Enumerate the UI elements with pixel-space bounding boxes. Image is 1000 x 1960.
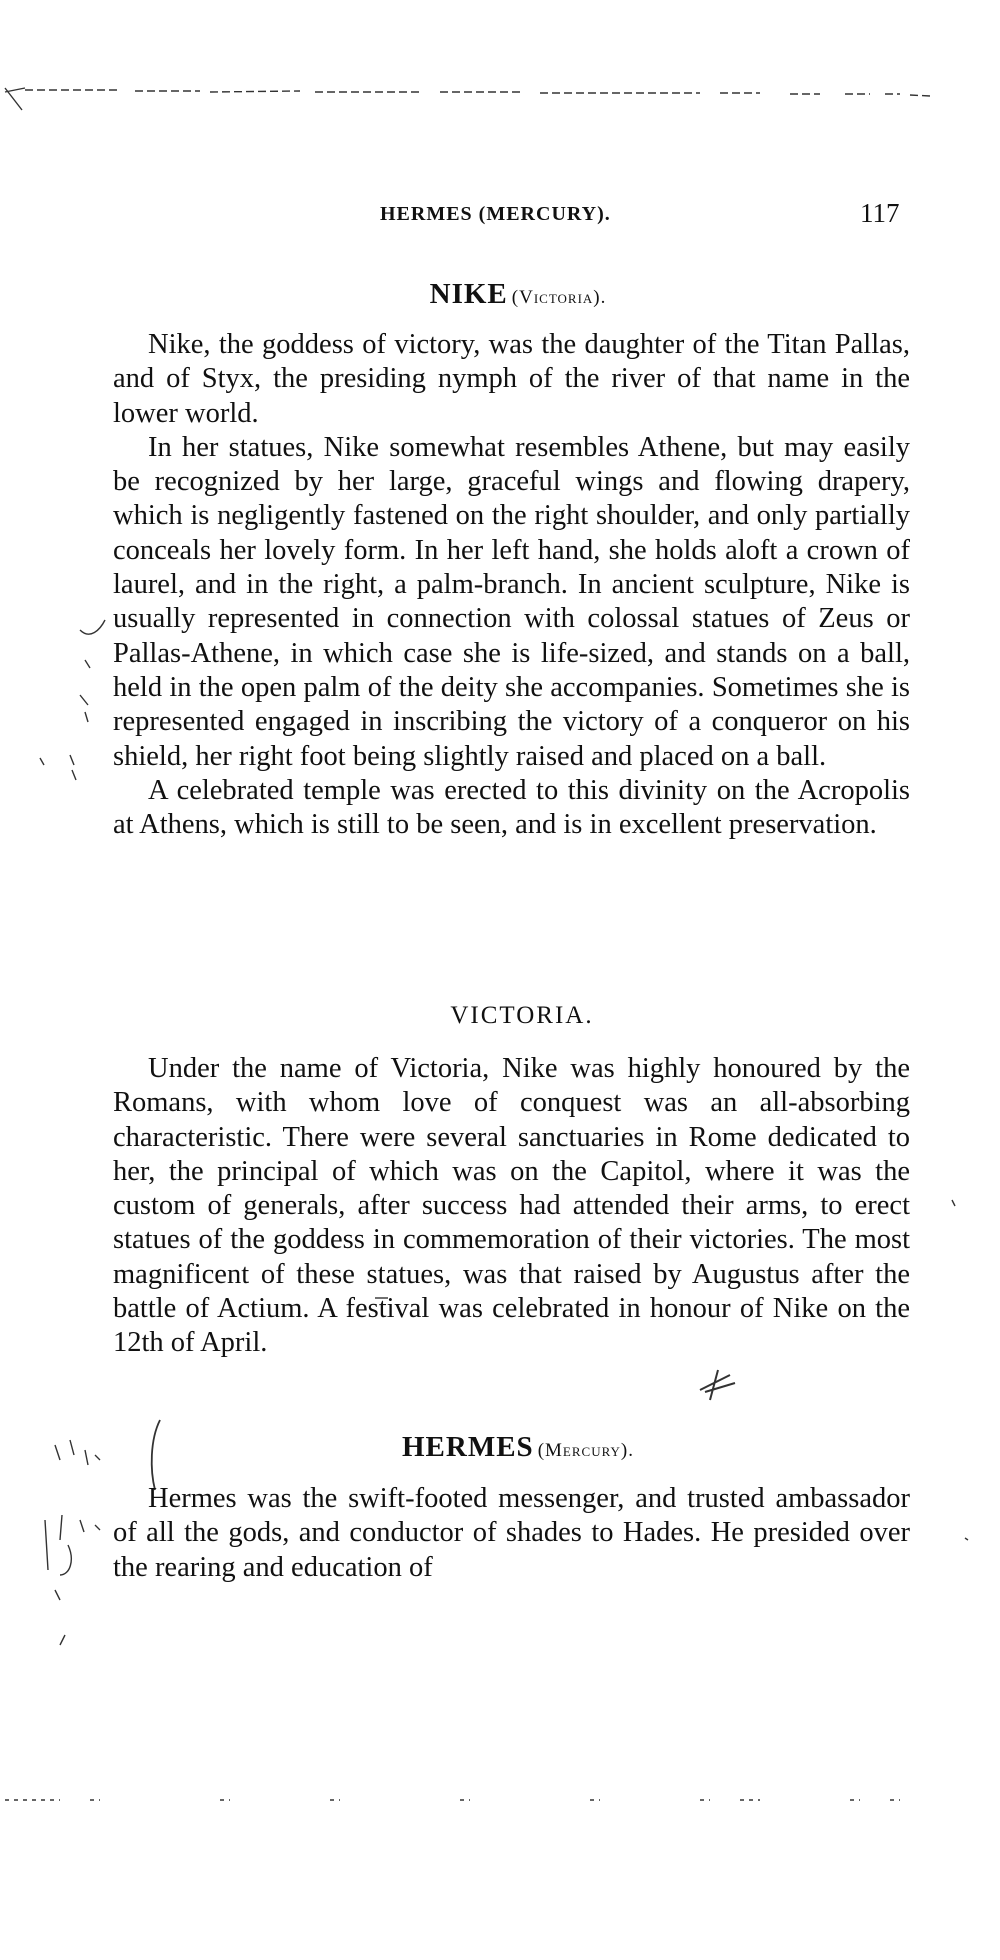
section-body-nike [113, 328, 910, 842]
section-title: NIKE [429, 278, 508, 310]
paragraph: In her statues, Nike somewhat resembles Athene, but may easily be recognized by her large, graceful wings and flowing drapery, which is negligently fastened on the right shoulder, and only partially conceals her lovely form. In her left hand, she holds aloft a crown of laurel, and in the right, a palm-branch. In ancient sculpture, Nike is usually represented in connection with colossal statues of Zeus or Pallas-Athene, in which case she is life-sized, and stands on a ball, held in the open palm of the deity she accompanies. Sometimes she is represented engaged in inscribing the victory of a conqueror on his shield, her right foot being slightly raised and placed on a ball. [113, 431, 910, 772]
section-subtitle: (Victoria). [511, 287, 607, 308]
section-heading-nike [0, 278, 1000, 311]
paragraph: Hermes was the swift-footed messenger, and trusted ambassador of all the gods, and conductor of shades to Hades. He presided over the rearing and education of [113, 1483, 910, 1583]
section-heading-hermes [0, 1431, 1000, 1464]
section-body-hermes [113, 1482, 910, 1585]
section-heading-victoria [0, 1002, 1000, 1030]
section-title: VICTORIA. [450, 1002, 594, 1029]
section-subtitle: (Mercury). [537, 1440, 634, 1461]
paragraph: A celebrated temple was erected to this divinity on the Acropolis at Athens, which is still to be seen, and is in excellent preservation. [113, 774, 910, 841]
paragraph: Nike, the goddess of victory, was the daughter of the Titan Pallas, and of Styx, the presiding nymph of the river of that name in the lower world. [113, 329, 910, 429]
page-number: 117 [860, 198, 900, 228]
paragraph: Under the name of Victoria, Nike was highly honoured by the Romans, with whom love of conquest was an all-absorbing characteristic. There were several sanctuaries in Rome dedicated to her, the principal of which was on the Capitol, where it was the custom of generals, after success had attended their arms, to erect statues of the goddess in commemoration of their victories. The most magnificent of these statues, was that raised by Augustus after the battle of Actium. A festival was celebrated in honour of Nike on the 12th of April. [113, 1053, 910, 1359]
running-head: HERMES (MERCURY). [380, 203, 611, 225]
section-title: HERMES [402, 1431, 534, 1463]
section-body-victoria [113, 1052, 910, 1361]
